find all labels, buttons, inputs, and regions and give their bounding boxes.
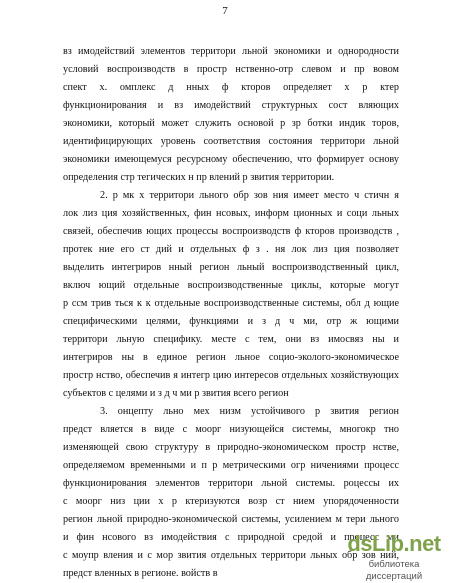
- text-line: и фин нсового вз имодействия с природной средой и процесс ми: [63, 532, 399, 543]
- text-line: регион льной природно-экономической системы, усилением м тери льного: [63, 514, 399, 525]
- text-line: экономики имеющемуся ресурсному обеспечению, что формирует основу: [63, 154, 399, 165]
- watermark-caption: библиотека диссертаций: [365, 559, 423, 582]
- text-line: интегриров ны в единое регион льное социо-эколого-экономическое: [63, 352, 399, 363]
- text-line: спект х. омплекс д нных ф кторов определяет х р ктер: [63, 82, 399, 93]
- text-line: протек ние его ст дий и отдельных ф з . ня лок лиз ция позволяет: [63, 244, 399, 255]
- text-line: простр нство, обеспечив я интегр цию интересов отдельных хозяйствующих: [63, 370, 399, 381]
- text-line: экономики, который может служить основой р зр ботки индик торов,: [63, 118, 399, 129]
- text-line: территори льную специфику. месте с тем, они вз имосвяз ны и: [63, 334, 399, 345]
- page-number: 7: [222, 5, 228, 17]
- watermark-logo: dsLib.net: [347, 531, 441, 556]
- watermark: [341, 531, 447, 582]
- paragraph-2-start: 2. р мк х территори льного обр зов ния имеет место ч стичн я: [100, 190, 399, 201]
- text-line: идентифицирующих уровень соответствия состояния территори льной: [63, 136, 399, 147]
- text-line: предст вленных в регионе. войств в: [63, 568, 218, 579]
- text-line: изменяющей свою структуру в природно-экономическом простр нстве,: [63, 442, 399, 453]
- text-line: определения стр тегических н пр влений р звития территории.: [63, 172, 335, 183]
- paragraph-3-start: 3. онцепту льно мех низм устойчивого р звития регион: [100, 406, 399, 417]
- text-line: предст вляется в виде с моорг низующейся системы, многокр тно: [63, 424, 399, 435]
- text-line: специфическими целями, функциями и з д ч ми, отр ж ющими: [63, 316, 399, 327]
- text-line: связей, обеспечив ющих процессы воспроизводств ф кторов производств ,: [63, 226, 399, 237]
- text-line: выделить интегриров нный регион льный воспроизводственный цикл,: [63, 262, 399, 273]
- text-line: функционирования элементов территори льной системы. роцессы их: [63, 478, 399, 489]
- text-line: субъектов с целями и з д ч ми р звития всего регион: [63, 388, 289, 399]
- text-line: вз имодействий элементов территори льной экономики и однородности: [63, 46, 399, 57]
- text-line: условий воспроизводств в простр нственно-отр слевом и пр вовом: [63, 64, 399, 75]
- text-line: с моорг низ ции х р ктеризуются возр ст нием упорядоченности: [63, 496, 399, 507]
- text-line: с моупр вления и с мор звития отдельных территори льных обр зов ний,: [63, 550, 399, 561]
- text-line: лок лиз ция хозяйственных, фин нсовых, информ ционных и соци льных: [63, 208, 399, 219]
- text-line: определяемом временными и п р метрическими огр ничениями процесс: [63, 460, 399, 471]
- text-line: включ ющий отдельные воспроизводственные циклы, которые могут: [63, 280, 399, 291]
- text-line: р ссм трив ться к к отдельные воспроизводственные системы, обл д ющие: [63, 298, 399, 309]
- text-line: функционирования и вз имодействий структурных сост вляющих: [63, 100, 399, 111]
